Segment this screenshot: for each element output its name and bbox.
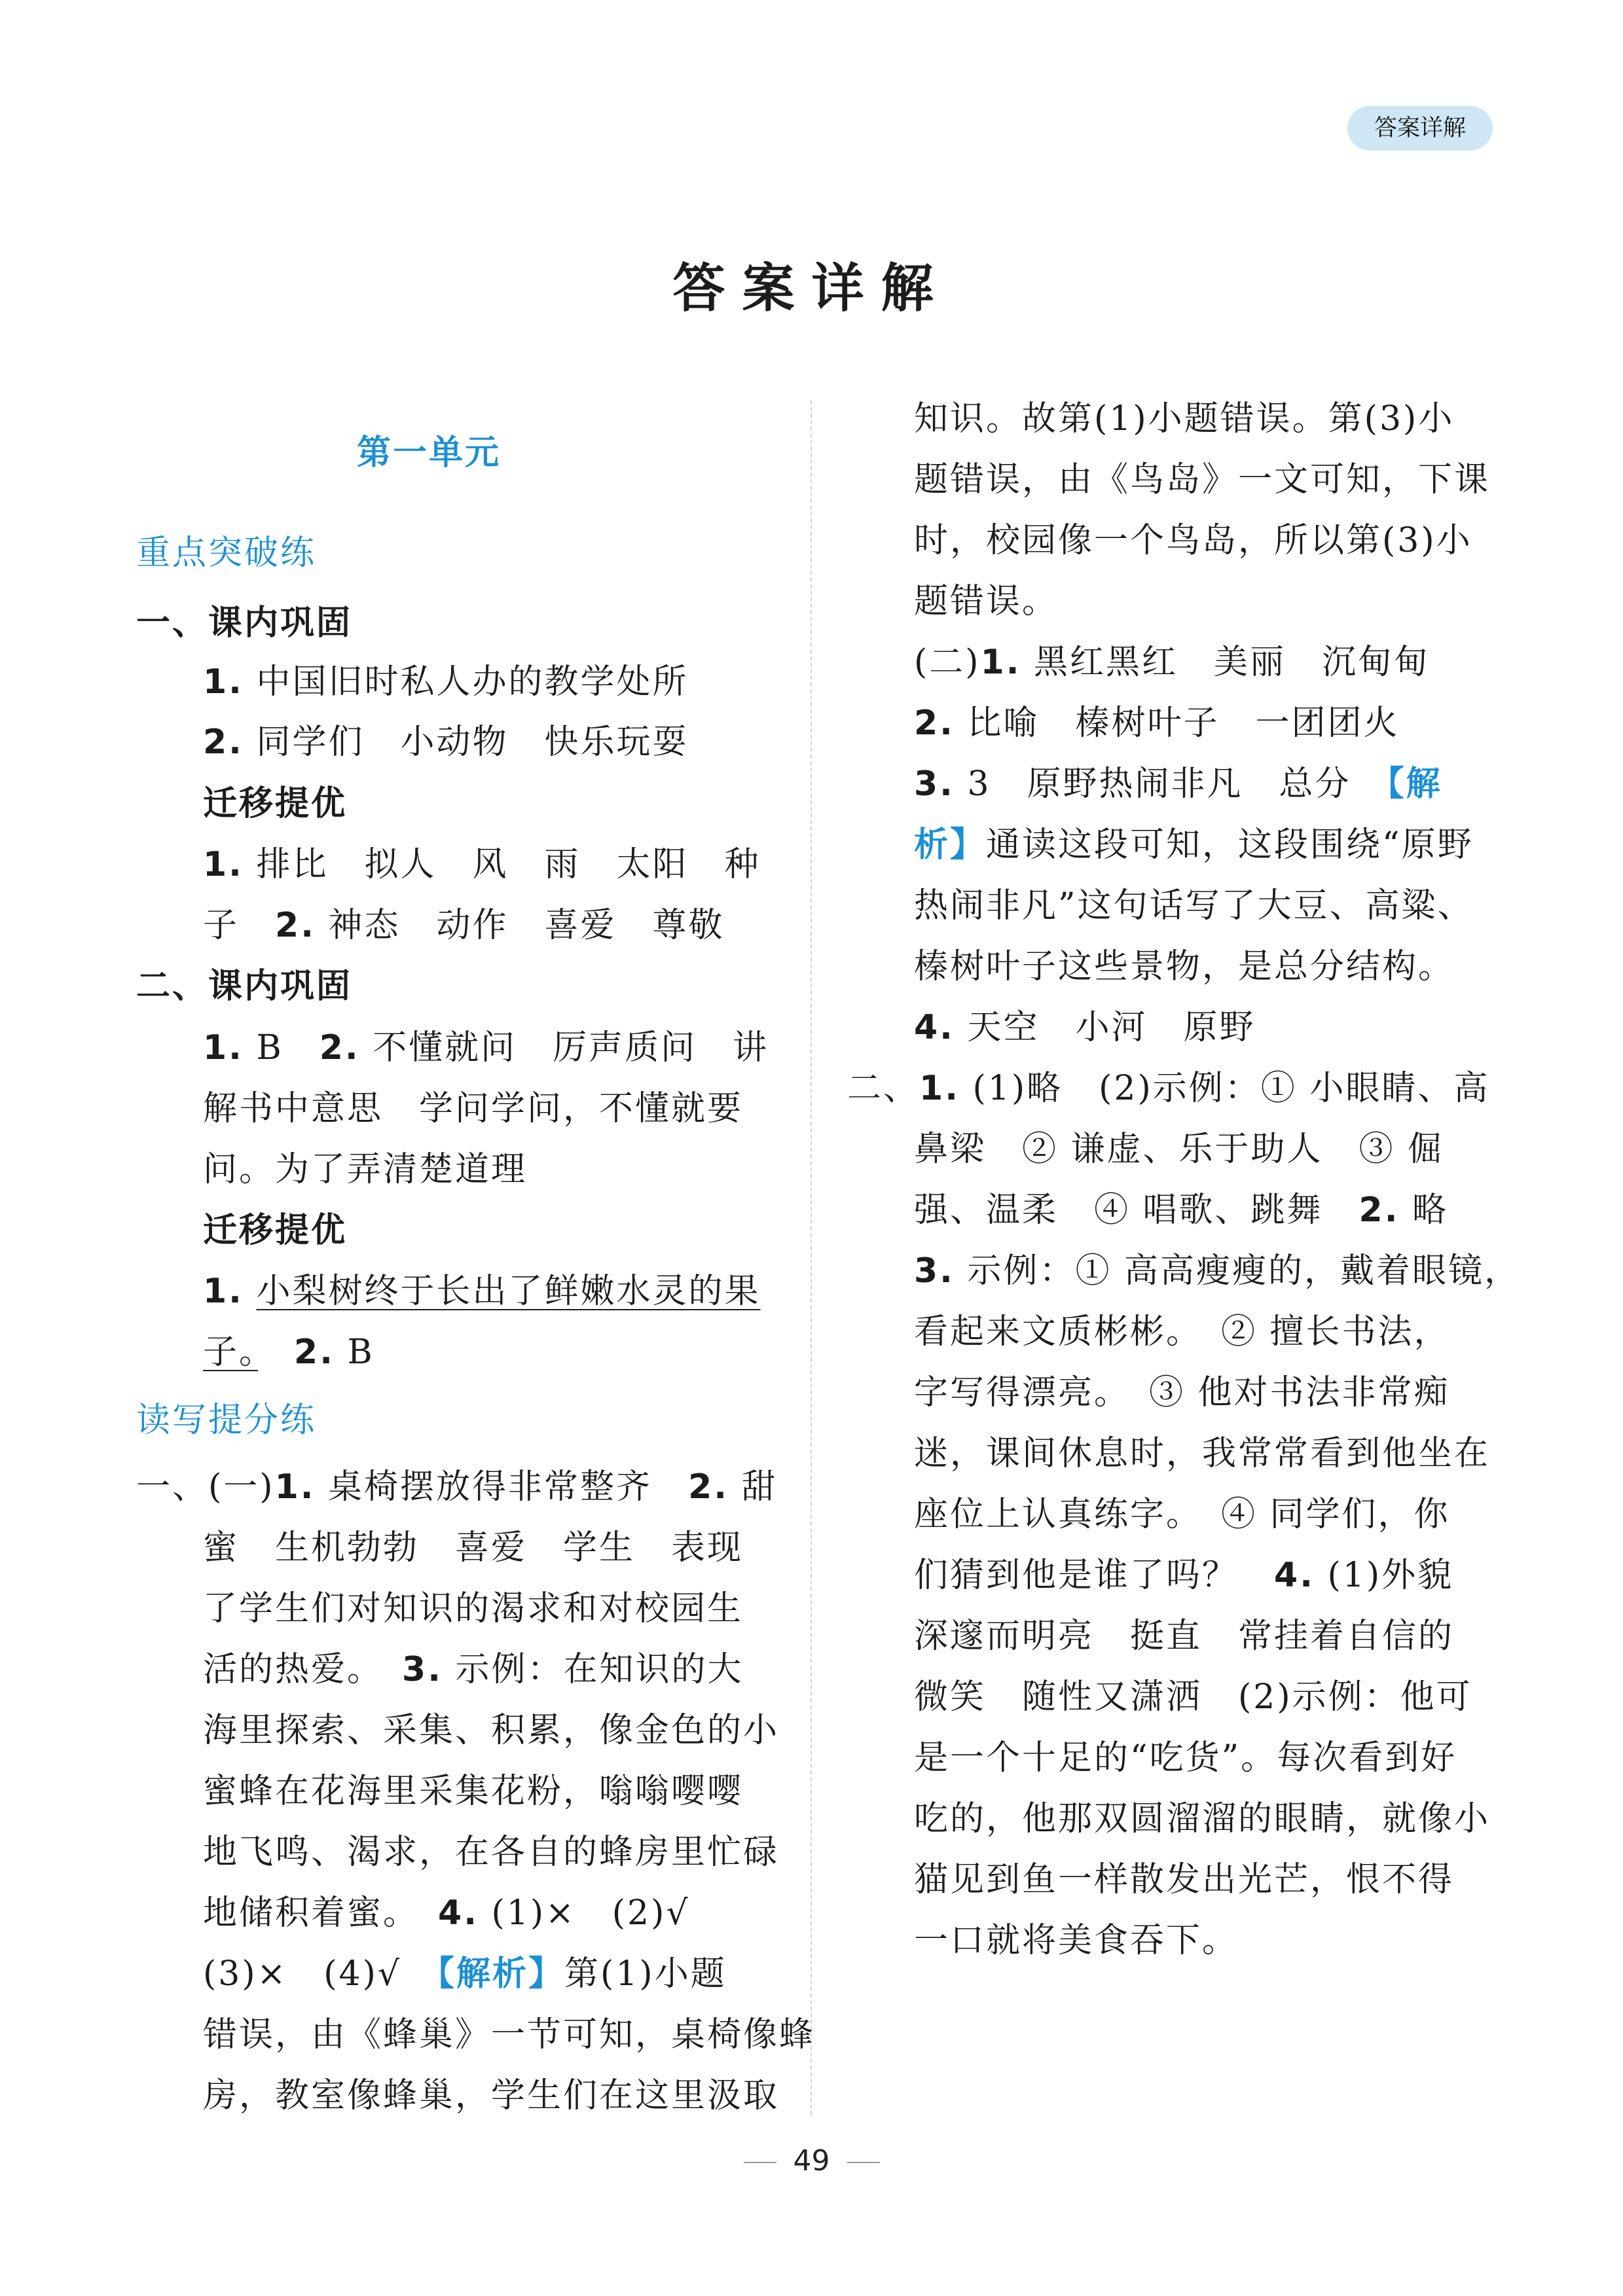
answer-line: 问。为了弄清楚道理 — [203, 1150, 528, 1189]
answer-line: 吃的，他那双圆溜溜的眼睛，就像小 — [914, 1799, 1491, 1839]
answer-line: 微笑 随性又潇洒 (2)示例：他可 — [914, 1677, 1472, 1717]
answer-line: 子 2. 神态 动作 喜爱 尊敬 — [203, 906, 725, 945]
answer-line: 二、1. (1)略 (2)示例：① 小眼睛、高 — [847, 1069, 1490, 1108]
section-heading: 重点突破练 — [136, 533, 317, 573]
answer-line: 1. B 2. 不懂就问 厉声质问 讲 — [203, 1028, 769, 1067]
answer-line: 榛树叶子这些景物，是总分结构。 — [914, 947, 1455, 986]
answer-line: 海里探索、采集、积累，像金色的小 — [203, 1711, 780, 1750]
answer-line: 析】通读这段可知，这段围绕“原野 — [914, 825, 1474, 865]
page-number: 49 — [0, 2142, 1623, 2181]
answer-line: 字写得漂亮。 ③ 他对书法非常痴 — [914, 1373, 1450, 1412]
section-heading: 读写提分练 — [136, 1401, 317, 1440]
unit-heading: 第一单元 — [357, 433, 501, 473]
answer-line: 一、(一)1. 桌椅摆放得非常整齐 2. 甜 — [136, 1467, 778, 1507]
answer-line: 2. 同学们 小动物 快乐玩耍 — [203, 723, 689, 762]
answer-line: 活的热爱。 3. 示例：在知识的大 — [203, 1650, 744, 1689]
answer-line: 解书中意思 学问学问，不懂就要 — [203, 1089, 744, 1128]
answer-line: 子。 2. B — [203, 1333, 374, 1372]
answer-line: 1. 小梨树终于长出了鲜嫩水灵的果 — [203, 1272, 761, 1311]
answer-line: 房，教室像蜂巢，学生们在这里汲取 — [203, 2076, 780, 2115]
answer-line: 2. 比喻 榛树叶子 一团团火 — [914, 704, 1400, 743]
answer-line: 题错误。 — [914, 582, 1059, 621]
answer-line: 4. 天空 小河 原野 — [914, 1008, 1256, 1047]
answer-line: 1. 排比 拟人 风 雨 太阳 种 — [203, 845, 761, 884]
answer-line: 了学生们对知识的渴求和对校园生 — [203, 1589, 744, 1628]
answer-line: 1. 中国旧时私人办的教学处所 — [203, 662, 689, 702]
answer-line: 地储积着蜜。 4. (1)× (2)√ — [203, 1893, 690, 1933]
answer-line: 热闹非凡”这句话写了大豆、高粱、 — [914, 886, 1474, 925]
answer-line: 时，校园像一个鸟岛，所以第(3)小 — [914, 521, 1472, 560]
answer-line: 是一个十足的“吃货”。每次看到好 — [914, 1738, 1457, 1778]
page-title: 答案详解 — [672, 257, 951, 319]
answer-line: 座位上认真练字。 ④ 同学们，你 — [914, 1495, 1450, 1534]
answer-line: 鼻梁 ② 谦虚、乐于助人 ③ 倔 — [914, 1130, 1444, 1169]
answer-line: 深邃而明亮 挺直 常挂着自信的 — [914, 1617, 1455, 1656]
subsection-heading: 二、课内巩固 — [136, 967, 353, 1006]
subsection-heading: 迁移提优 — [203, 784, 348, 823]
answer-line: 题错误，由《鸟岛》一文可知，下课 — [914, 460, 1491, 499]
answer-line: 3. 示例：① 高高瘦瘦的，戴着眼镜， — [914, 1251, 1520, 1291]
answer-line: 地飞鸣、渴求，在各自的蜂房里忙碌 — [203, 1833, 780, 1872]
answer-line: 强、温柔 ④ 唱歌、跳舞 2. 略 — [914, 1191, 1449, 1230]
answer-line: 错误，由《蜂巢》一节可知，桌椅像蜂 — [203, 2015, 816, 2054]
header-tag: 答案详解 — [1347, 106, 1493, 151]
answer-line: (3)× (4)√ 【解析】第(1)小题 — [203, 1954, 727, 1994]
answer-line: 们猜到他是谁了吗？ 4. (1)外貌 — [914, 1556, 1454, 1595]
column-divider — [811, 401, 812, 2115]
answer-line: 3. 3 原野热闹非凡 总分 【解 — [914, 764, 1442, 804]
answer-line: (二)1. 黑红黑红 美丽 沉甸甸 — [914, 643, 1431, 682]
answer-line: 看起来文质彬彬。 ② 擅长书法， — [914, 1312, 1450, 1352]
answer-line: 知识。故第(1)小题错误。第(3)小 — [914, 399, 1455, 439]
answer-line: 蜜 生机勃勃 喜爱 学生 表现 — [203, 1528, 744, 1568]
answer-line: 一口就将美食吞下。 — [914, 1921, 1239, 1960]
subsection-heading: 迁移提优 — [203, 1211, 348, 1250]
answer-line: 蜜蜂在花海里采集花粉，嗡嗡嘤嘤 — [203, 1772, 744, 1811]
answer-line: 迷，课间休息时，我常常看到他坐在 — [914, 1434, 1491, 1473]
answer-line: 猫见到鱼一样散发出光芒，恨不得 — [914, 1860, 1455, 1899]
subsection-heading: 一、课内巩固 — [136, 603, 353, 643]
